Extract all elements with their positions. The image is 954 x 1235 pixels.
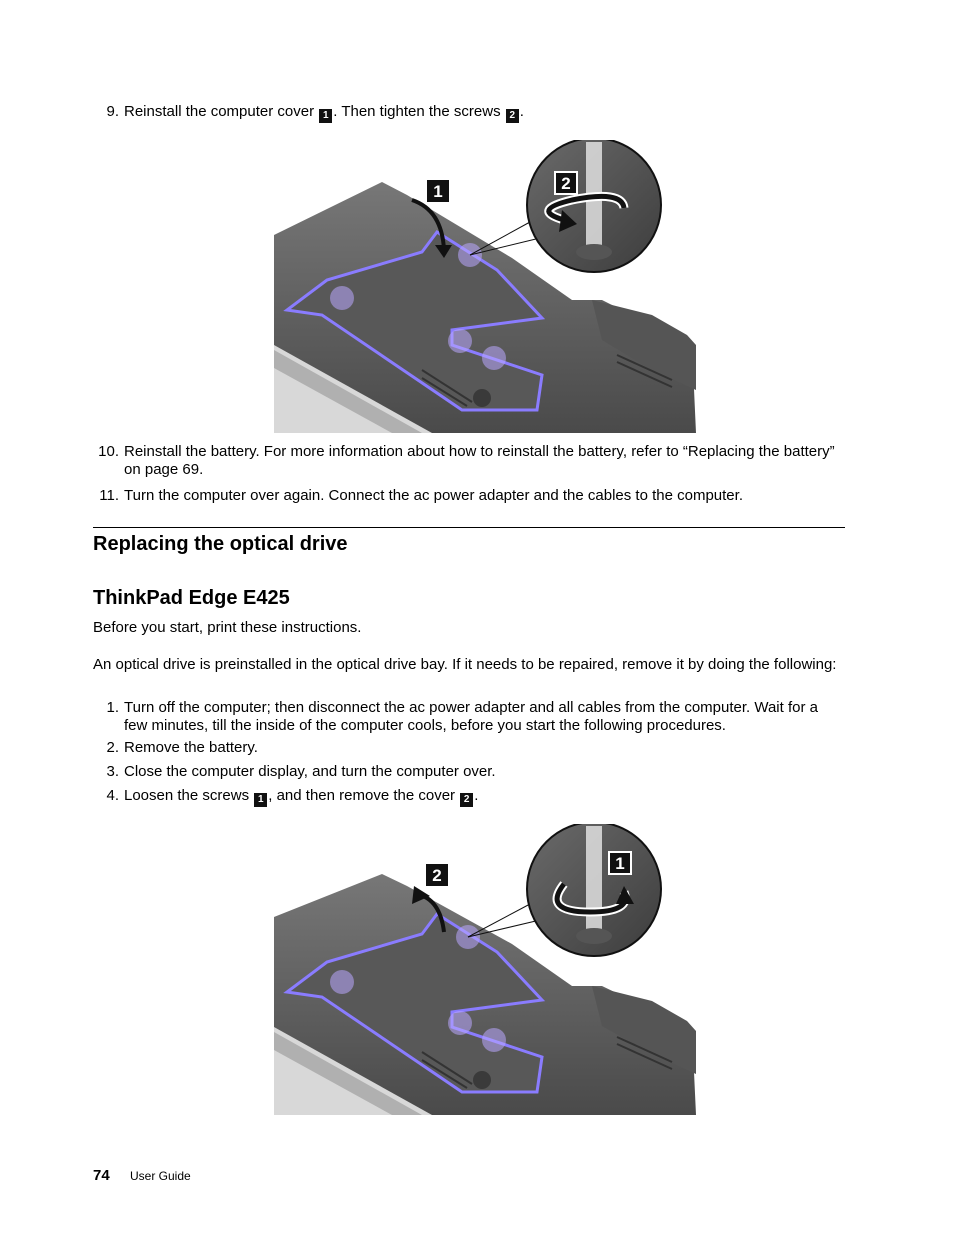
callout-badge: 1 — [254, 793, 267, 807]
step-text: Reinstall the battery. For more information about how to reinstall the battery, refer to “Replacing the battery” on page 69. — [124, 443, 835, 478]
figure-remove-cover — [272, 824, 696, 1115]
screw-highlight — [482, 346, 506, 370]
callout-label: 1 — [615, 854, 625, 873]
page-number: 74 — [93, 1167, 110, 1184]
step-text: Loosen the screws 1 , and then remove the cover 2 . — [124, 787, 479, 805]
step-number: 11. — [99, 487, 119, 504]
step-text: Remove the battery. — [124, 739, 258, 756]
step-text: Turn the computer over again. Connect the ac power adapter and the cables to the computer. — [124, 487, 743, 504]
step-number: 2. — [106, 739, 119, 756]
section-divider — [93, 527, 845, 528]
section-title: Replacing the optical drive — [93, 533, 348, 555]
screw-highlight — [448, 1011, 472, 1035]
callout-label: 1 — [433, 182, 443, 201]
callout-badge: 2 — [460, 793, 473, 807]
step-number: 10. — [98, 443, 119, 460]
screw-highlight — [330, 286, 354, 310]
screw-highlight — [482, 1028, 506, 1052]
callout-label: 2 — [561, 174, 571, 193]
subsection-title: ThinkPad Edge E425 — [93, 587, 290, 609]
figure-reinstall-cover — [272, 140, 696, 433]
step-number: 4. — [106, 787, 119, 804]
intro-paragraph: Before you start, print these instructions. — [93, 619, 362, 636]
step-number: 3. — [106, 763, 119, 780]
step-text: Close the computer display, and turn the computer over. — [124, 763, 496, 780]
step-text: Reinstall the computer cover 1 . Then tighten the screws 2 . — [124, 103, 524, 121]
step-number: 9. — [106, 103, 119, 120]
intro-paragraph: An optical drive is preinstalled in the optical drive bay. If it needs to be repaired, remove it by doing the following: — [93, 656, 837, 673]
callout-badge: 2 — [506, 109, 519, 123]
footer-title: User Guide — [130, 1169, 191, 1183]
callout-badge: 1 — [319, 109, 332, 123]
step-number: 1. — [106, 699, 119, 716]
screw-highlight — [330, 970, 354, 994]
step-text: Turn off the computer; then disconnect the ac power adapter and all cables from the computer. Wait for a few minutes, till the inside of the computer cools, before you start the following procedures. — [124, 699, 818, 734]
screw-highlight — [448, 329, 472, 353]
callout-label: 2 — [432, 866, 442, 885]
